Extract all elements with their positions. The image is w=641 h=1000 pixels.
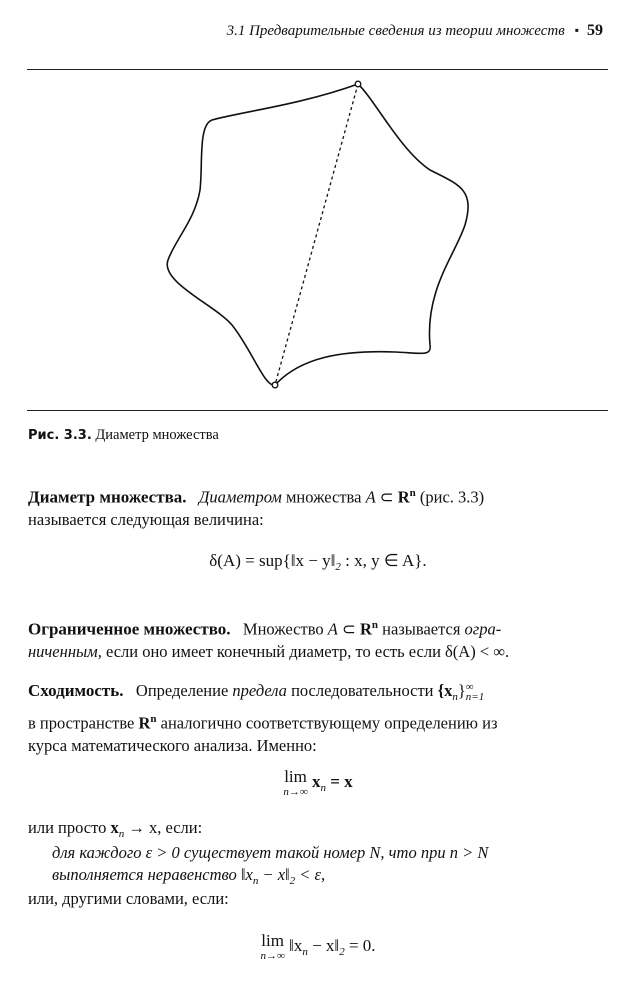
space-n: n xyxy=(409,487,416,499)
space-R: R xyxy=(397,487,410,507)
bounded-word-1: огра- xyxy=(464,619,502,639)
lim-body: x xyxy=(311,771,321,791)
caption-text: Диаметр множества xyxy=(95,427,219,443)
subset-symbol: ⊂ xyxy=(379,487,394,507)
convergence-paragraph: Сходимость. Определение предела последовательности $\{x_n\}$ ∞ n=1 в пространстве $R^n$ аналогично соответствующему определению из курса математического анализа. Именно: xyxy=(28,681,498,755)
condition-line-2 xyxy=(52,865,325,887)
diameter-text-b: называется следующая величина: xyxy=(28,509,264,529)
diameter-term: Диаметр множества. xyxy=(28,487,187,507)
diameter-word: Диаметром xyxy=(198,487,282,507)
bullet-icon: ▪ xyxy=(574,23,579,37)
convergence-term: Сходимость. xyxy=(28,681,124,700)
final-body-sub: n xyxy=(302,945,308,958)
or-simply-c: → x, если: xyxy=(124,818,203,837)
final-body: ‖x xyxy=(289,935,303,955)
cond2-sub: n xyxy=(252,875,259,887)
set-boundary xyxy=(167,84,468,385)
page-number: 59 xyxy=(587,22,603,39)
figure-caption xyxy=(28,427,219,444)
lim-word: lim xyxy=(284,767,307,786)
bounded-paragraph: Ограниченное множество. Множество A ⊂ $R^n$ называется огра- ниченным, если оно имеет конечный диаметр, то есть если δ(A) < ∞. xyxy=(28,619,510,661)
lim-rhs: = x xyxy=(325,771,353,791)
bounded-word-2: ниченным, xyxy=(28,641,102,661)
cond2-sub2: 2 xyxy=(289,875,296,887)
convergence-line3: курса математического анализа. Именно: xyxy=(28,735,317,755)
seq-open: {x xyxy=(437,681,453,700)
bounded-text-c: если оно имеет конечный диаметр, то есть если δ(A) < ∞. xyxy=(105,641,510,661)
or-simply-a: или просто xyxy=(28,818,107,837)
diameter-paragraph xyxy=(28,482,608,531)
condition-line-1: для каждого ε > 0 существует такой номер N, что при n > N xyxy=(52,843,489,862)
section-title: 3.1 Предварительные сведения из теории множеств xyxy=(226,23,565,39)
diameter-formula xyxy=(28,551,608,573)
convergence-text-b: последовательности xyxy=(291,681,434,700)
convergence-text-a: Определение xyxy=(135,681,229,700)
cond2-b: − x‖ xyxy=(258,865,290,884)
lim-under: n→∞ xyxy=(283,786,308,798)
cond2-c: < ε, xyxy=(295,865,326,884)
bottom-rule xyxy=(27,410,608,411)
bounded-text-b: называется xyxy=(382,619,461,639)
final-body-sub2: 2 xyxy=(339,945,345,958)
caption-label: Рис. 3.3. xyxy=(28,428,92,443)
bounded-term: Ограниченное множество. xyxy=(28,619,231,639)
or-simply-sub: n xyxy=(118,828,125,840)
convergence-line2-b: аналогично соответствующему определению из xyxy=(160,713,498,733)
final-rhs: = 0. xyxy=(344,935,376,955)
formula-delta: δ(A) = sup{‖x − y‖ xyxy=(209,551,336,570)
or-simply-line xyxy=(28,818,202,840)
cond2-a: выполняется неравенство ‖x xyxy=(52,865,253,884)
convergence-line2-a: в пространстве xyxy=(28,713,135,733)
formula-rest: : x, y ∈ A}. xyxy=(340,551,427,570)
seq-close: } xyxy=(457,681,466,700)
set-symbol: A xyxy=(365,487,376,507)
final-lim-word: lim xyxy=(261,931,284,950)
other-words-line: или, другими словами, если: xyxy=(28,889,229,908)
seq-sup: ∞ xyxy=(465,681,474,694)
diameter-segment xyxy=(275,84,358,385)
final-formula xyxy=(28,932,608,962)
bounded-text-a: Множество xyxy=(242,619,324,639)
figure-ref: (рис. 3.3) xyxy=(419,487,485,507)
limit-formula xyxy=(28,768,608,798)
seq-low: n=1 xyxy=(465,691,485,704)
diameter-text-a: множества xyxy=(285,487,362,507)
or-simply-x: x xyxy=(110,818,119,837)
endpoint-top xyxy=(355,81,361,87)
limit-word: предела xyxy=(232,681,287,700)
lim-body-sub: n xyxy=(320,781,326,794)
endpoint-bottom xyxy=(272,382,278,388)
final-body-b: − x‖ xyxy=(307,935,340,955)
final-lim-under: n→∞ xyxy=(260,950,285,962)
formula-sub: 2 xyxy=(335,561,341,573)
diameter-figure xyxy=(0,0,641,420)
seq-sub: n xyxy=(452,691,458,703)
